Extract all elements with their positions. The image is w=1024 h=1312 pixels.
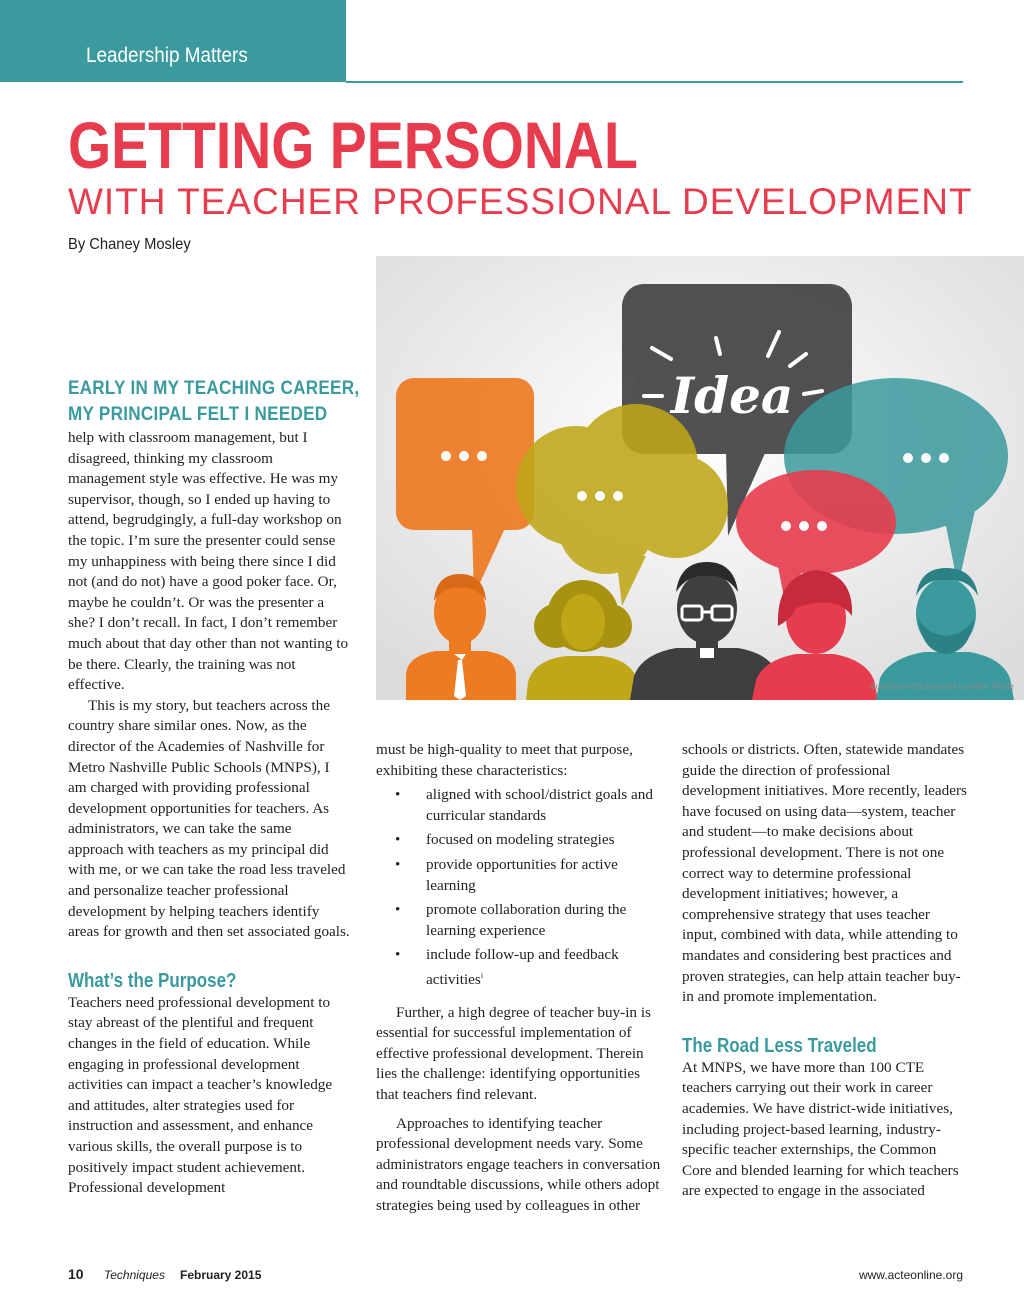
bullet-mark: •: [395, 831, 401, 849]
list-item: [376, 900, 662, 941]
footer-url[interactable]: www.acteonline.org: [858, 1268, 963, 1282]
section-heading-purpose: What’s the Purpose?: [68, 969, 237, 992]
lead-in: [68, 376, 360, 428]
bullet-mark: •: [395, 946, 401, 964]
list-item-text: promote collaboration during the learning experience: [426, 901, 627, 939]
list-item: [376, 785, 662, 826]
section-tab: [0, 0, 346, 82]
column-1: [68, 428, 350, 1199]
page-number: 10: [68, 1266, 84, 1282]
paragraph: At MNPS, we have more than 100 CTE teachers carrying out their work in career academies. We have district-wide initiatives, including project-based learning, industry-specific teacher externships, the Common Core and blended learning for which teachers are expected to engage in the associated: [682, 1058, 959, 1200]
article-subtitle: WITH TEACHER PROFESSIONAL DEVELOPMENT: [68, 181, 973, 222]
issue-date: February 2015: [180, 1268, 262, 1282]
list-item: [376, 945, 662, 990]
paragraph: This is my story, but teachers across the country share similar ones. Now, as the director of the Academies of Nashville for Metro Nashville Public Schools (MNPS), I am charged with providing professional development opportunities for teachers. As administrators, we can take the same approach with teachers as my principal did with me, or we can take the road less traveled and personalize teacher professional development by helping teachers identify areas for growth and then set associated goals.: [68, 696, 350, 941]
image-credit: Illustration©Shutterstock.com/Ittie Whale: [869, 682, 1014, 691]
column-3: [682, 740, 967, 1202]
column-2: [376, 740, 662, 1217]
magazine-name: Techniques: [104, 1268, 165, 1282]
paragraph: Approaches to identifying teacher professional development needs vary. Some administrators engage teachers in conversation and roundtable discussions, while others adopt strategies being used by colleagues in other: [376, 1114, 661, 1214]
header-rule: [346, 81, 963, 83]
paragraph: help with classroom management, but I disagreed, thinking my classroom management style was effective. He was my supervisor, though, so I ended up having to attend, begrudgingly, a full-day workshop on the topic. I’m sure the presenter could sense my unhappiness with being there since I did not (and do not) have a good poker face. Or, maybe he couldn’t. Or was the presenter a she? I don’t recall. In fact, I don’t remember much about that day other than not wanting to be there. Clearly, the training was not effective.: [68, 429, 349, 694]
bullet-mark: •: [395, 786, 401, 804]
characteristics-list: [376, 785, 662, 990]
lead-in-line: MY PRINCIPAL FELT I NEEDED: [68, 404, 328, 425]
list-item-text: provide opportunities for active learning: [426, 855, 618, 894]
list-item-text: focused on modeling strategies: [426, 831, 615, 849]
byline: By Chaney Mosley: [68, 236, 191, 253]
idea-text: Idea: [670, 366, 794, 425]
footnote-ref: i: [480, 970, 484, 980]
list-item-text: aligned with school/district goals and curricular standards: [426, 786, 653, 824]
section-heading-road: The Road Less Traveled: [682, 1034, 877, 1057]
list-item: [376, 830, 662, 851]
paragraph: schools or districts. Often, statewide mandates guide the direction of professional development initiatives. More recently, leaders have focused on using data—system, teacher and student—to make decisions about professional development. There is not one correct way to determine professional development initiatives; however, a comprehensive strategy that uses teacher input, combined with data, while attending to mandates and considering best practices and proven strategies, can help attain teacher buy-in and promote implementation.: [682, 741, 967, 1006]
section-label: Leadership Matters: [86, 44, 248, 67]
paragraph: must be high-quality to meet that purpose, exhibiting these characteristics:: [376, 741, 633, 779]
bullet-mark: •: [395, 901, 401, 919]
paragraph: Teachers need professional development to stay abreast of the plentiful and frequent changes in the field of education. While engaging in professional development activities can impact a teacher’s knowledge and attitudes, alter strategies used for instruction and assessment, and enhance various skills, the overall purpose is to positively impact student achievement. Professional development: [68, 993, 333, 1197]
paragraph: Further, a high degree of teacher buy-in is essential for successful implementation of effective professional development. Therein lies the challenge: identifying opportunities that teachers find relevant.: [376, 1003, 651, 1103]
hero-illustration: [376, 256, 1024, 700]
bullet-mark: •: [395, 855, 401, 873]
list-item-text: include follow-up and feedback activities: [426, 946, 619, 988]
article-title: GETTING PERSONAL: [68, 108, 638, 182]
lead-in-line: EARLY IN MY TEACHING CAREER,: [68, 378, 360, 399]
list-item: [376, 855, 662, 896]
